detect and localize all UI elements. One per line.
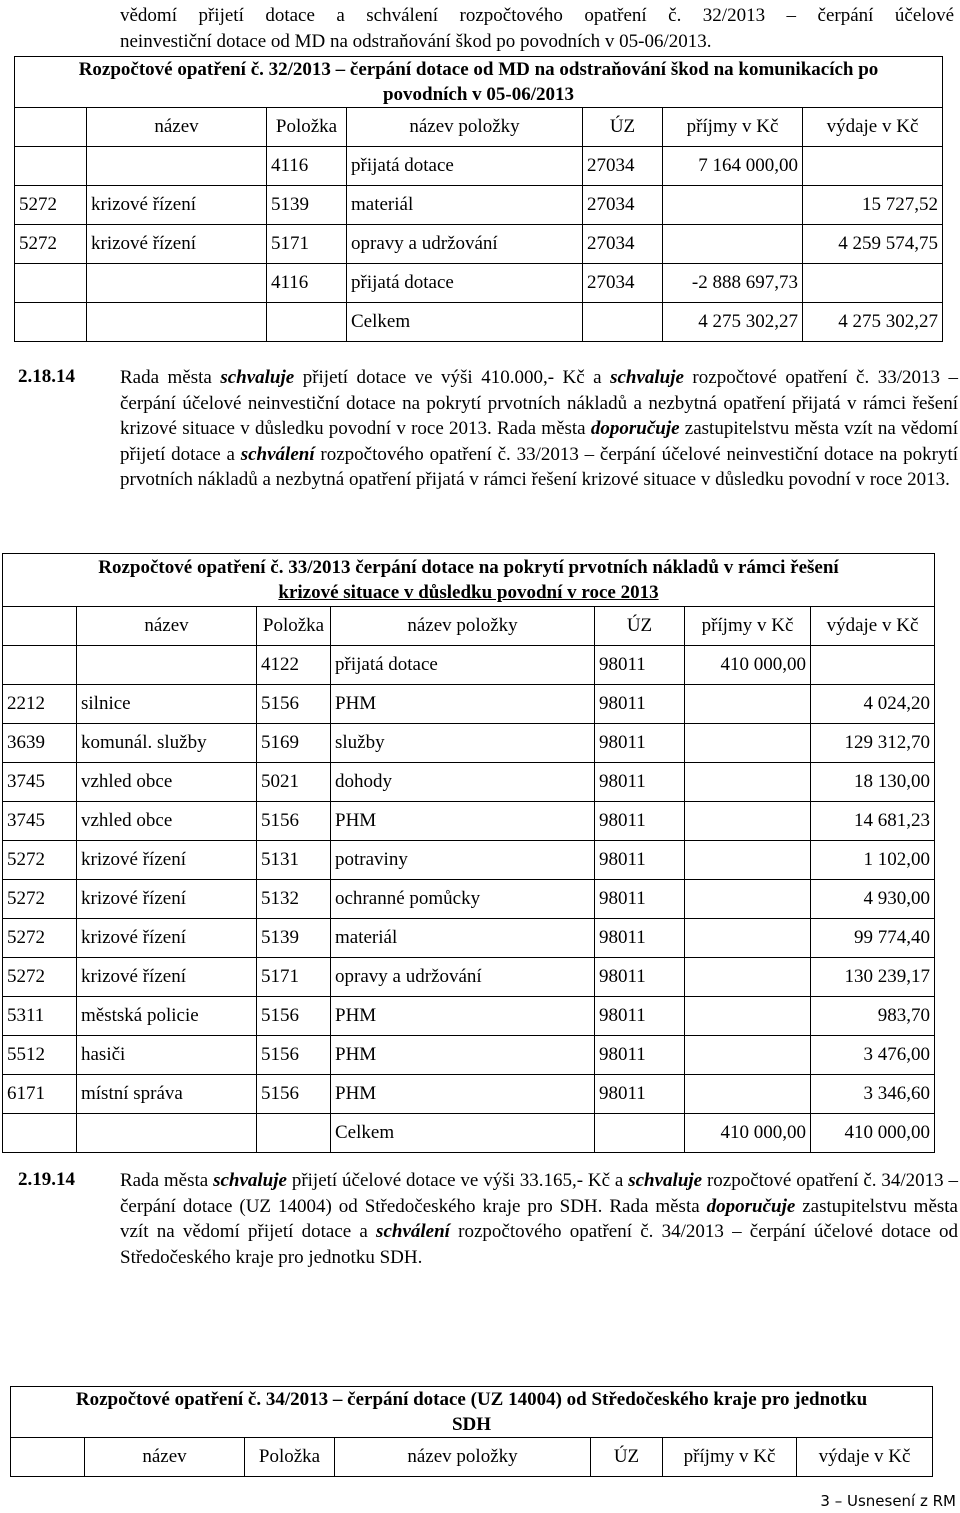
- cell-prijmy: [685, 841, 811, 880]
- cell-nazev: [77, 646, 257, 685]
- cell-par: 5272: [15, 225, 87, 264]
- cell-prijmy: [685, 919, 811, 958]
- item-number: 2.18.14: [18, 366, 75, 387]
- text: neinvestiční dotace od MD na odstraňování škod po povodních v 05-06/2013.: [120, 31, 712, 52]
- cell-uz: 98011: [595, 958, 685, 997]
- cell-uz: 98011: [595, 919, 685, 958]
- table-total-row: [3, 1114, 935, 1153]
- header-paragraf: [15, 108, 87, 147]
- cell-nazev: krizové řízení: [77, 919, 257, 958]
- cell: [15, 303, 87, 342]
- cell-uz: 27034: [583, 225, 663, 264]
- cell-par: 2212: [3, 685, 77, 724]
- table-row: [3, 646, 935, 685]
- header-paragraf: [11, 1438, 85, 1477]
- cell-uz: 98011: [595, 997, 685, 1036]
- paragraph-line: [120, 4, 954, 28]
- cell-npol: PHM: [331, 1075, 595, 1114]
- table-header: [11, 1438, 933, 1477]
- header-paragraf: [3, 607, 77, 646]
- cell-uz: 98011: [595, 841, 685, 880]
- cell-pol: 4116: [267, 147, 347, 186]
- cell-nazev: vzhled obce: [77, 802, 257, 841]
- cell-vydaje: 129 312,70: [811, 724, 935, 763]
- cell-par: 5272: [3, 958, 77, 997]
- cell-par: 5272: [3, 880, 77, 919]
- cell: [87, 303, 267, 342]
- table-header: [3, 607, 935, 646]
- cell: [257, 1114, 331, 1153]
- cell-prijmy: [685, 724, 811, 763]
- cell-uz: 98011: [595, 724, 685, 763]
- cell-pol: 4122: [257, 646, 331, 685]
- cell-npol: ochranné pomůcky: [331, 880, 595, 919]
- cell-nazev: hasiči: [77, 1036, 257, 1075]
- cell-vydaje: [803, 147, 943, 186]
- header-nazev: název: [85, 1438, 245, 1477]
- text: rozpočtového opatření č. 33/2013 – čerpání účelové neinvestiční dotace na pokrytí prvotních nákladů a nezbytná opatření přijatá v rámci řešení krizové situace v důsledku povodní v roce 2013.: [120, 443, 959, 490]
- cell-par: [3, 646, 77, 685]
- header-prijmy: příjmy v Kč: [685, 607, 811, 646]
- cell-par: 3745: [3, 802, 77, 841]
- total-label: Celkem: [331, 1114, 595, 1153]
- cell-pol: 5131: [257, 841, 331, 880]
- cell-par: 3745: [3, 763, 77, 802]
- table-caption: [15, 57, 943, 108]
- cell-pol: 5139: [257, 919, 331, 958]
- cell-npol: služby: [331, 724, 595, 763]
- header-nazev: název: [87, 108, 267, 147]
- text: rozpočtového opatření č. 34/2013 – čerpání účelové dotace od Středočeského kraje pro jednotku SDH.: [120, 1221, 958, 1268]
- cell-npol: materiál: [347, 186, 583, 225]
- table-row: [3, 763, 935, 802]
- header-uz: ÚZ: [595, 607, 685, 646]
- cell-pol: 5156: [257, 802, 331, 841]
- cell-vydaje: 15 727,52: [803, 186, 943, 225]
- cell-vydaje: 4 259 574,75: [803, 225, 943, 264]
- text: zastupitelstvu města vzít na vědomí přijetí dotace a: [120, 1195, 958, 1242]
- cell-nazev: silnice: [77, 685, 257, 724]
- cell-npol: PHM: [331, 997, 595, 1036]
- cell-npol: PHM: [331, 1036, 595, 1075]
- cell-npol: potraviny: [331, 841, 595, 880]
- header-uz: ÚZ: [583, 108, 663, 147]
- cell-vydaje: [811, 646, 935, 685]
- cell-npol: opravy a udržování: [347, 225, 583, 264]
- emphasis: doporučuje: [590, 418, 680, 439]
- cell-pol: 5132: [257, 880, 331, 919]
- text: rozpočtové opatření č. 33/2013 – čerpání účelové neinvestiční dotace na pokrytí prvotních nákladů a nezbytná opatření přijatá v rámci řešení krizové situace v důsledku povodní v roce 2013. Rada města: [120, 367, 958, 439]
- table-row: [15, 264, 943, 303]
- cell-par: 3639: [3, 724, 77, 763]
- cell-prijmy: [663, 225, 803, 264]
- cell-npol: opravy a udržování: [331, 958, 595, 997]
- cell-prijmy: [685, 880, 811, 919]
- cell-pol: 5021: [257, 763, 331, 802]
- text: přijetí dotace ve výši 410.000,- Kč a: [294, 367, 611, 388]
- total-prijmy: 4 275 302,27: [663, 303, 803, 342]
- cell-npol: materiál: [331, 919, 595, 958]
- cell-prijmy: [685, 685, 811, 724]
- emphasis: schvaluje: [213, 1170, 287, 1191]
- emphasis: doporučuje: [706, 1195, 796, 1217]
- cell-prijmy: [685, 802, 811, 841]
- table-row: [3, 997, 935, 1036]
- header-uz: ÚZ: [591, 1438, 663, 1477]
- table-row: [3, 958, 935, 997]
- table-row: [3, 724, 935, 763]
- cell: [77, 1114, 257, 1153]
- budget-table-33: [2, 553, 935, 1153]
- cell-nazev: místní správa: [77, 1075, 257, 1114]
- header-polozka: Položka: [267, 108, 347, 147]
- cell-uz: 27034: [583, 186, 663, 225]
- caption-line: Rozpočtové opatření č. 34/2013 – čerpání dotace (UZ 14004) od Středočeského kraje pro jednotku: [75, 1389, 868, 1410]
- header-vydaje: výdaje v Kč: [797, 1438, 933, 1477]
- cell-uz: 27034: [583, 264, 663, 303]
- emphasis: schválení: [240, 443, 315, 465]
- cell-pol: 5169: [257, 724, 331, 763]
- caption-line: Rozpočtové opatření č. 32/2013 – čerpání dotace od MD na odstraňování škod na komunikacích po: [78, 59, 879, 80]
- cell-pol: 5156: [257, 1075, 331, 1114]
- header-vydaje: výdaje v Kč: [811, 607, 935, 646]
- cell-par: 5272: [3, 841, 77, 880]
- header-prijmy: příjmy v Kč: [663, 1438, 797, 1477]
- cell-pol: 5156: [257, 1036, 331, 1075]
- table-caption: [11, 1387, 933, 1438]
- cell-nazev: krizové řízení: [87, 186, 267, 225]
- cell-uz: 98011: [595, 1036, 685, 1075]
- cell-nazev: krizové řízení: [77, 880, 257, 919]
- cell-npol: přijatá dotace: [347, 147, 583, 186]
- total-label: Celkem: [347, 303, 583, 342]
- table-caption-row: [11, 1387, 933, 1438]
- caption-line: SDH: [451, 1414, 492, 1435]
- cell-prijmy: 410 000,00: [685, 646, 811, 685]
- page-footer: 3 – Usnesení z RM: [820, 1492, 956, 1510]
- text: Rada města: [120, 1170, 214, 1191]
- table-row: [15, 147, 943, 186]
- table-row: [15, 186, 943, 225]
- cell-vydaje: 18 130,00: [811, 763, 935, 802]
- cell-uz: 27034: [583, 147, 663, 186]
- cell-vydaje: 14 681,23: [811, 802, 935, 841]
- header-polozka: Položka: [245, 1438, 335, 1477]
- cell-vydaje: [803, 264, 943, 303]
- cell-par: 5272: [15, 186, 87, 225]
- emphasis: schvaluje: [220, 367, 295, 388]
- cell-par: 5512: [3, 1036, 77, 1075]
- cell-uz: 98011: [595, 685, 685, 724]
- cell-prijmy: [663, 186, 803, 225]
- emphasis: schvaluje: [610, 367, 684, 388]
- table-row: [3, 880, 935, 919]
- cell-nazev: [87, 264, 267, 303]
- cell-pol: 5156: [257, 685, 331, 724]
- budget-table-32: [14, 56, 943, 342]
- cell-uz: 98011: [595, 880, 685, 919]
- table-caption-row: [15, 57, 943, 108]
- cell-vydaje: 4 024,20: [811, 685, 935, 724]
- cell-par: [15, 264, 87, 303]
- cell-nazev: krizové řízení: [77, 958, 257, 997]
- total-vydaje: 4 275 302,27: [803, 303, 943, 342]
- cell-prijmy: [685, 958, 811, 997]
- item-number: 2.19.14: [18, 1169, 75, 1190]
- cell: [267, 303, 347, 342]
- cell-pol: 5156: [257, 997, 331, 1036]
- total-vydaje: 410 000,00: [811, 1114, 935, 1153]
- header-vydaje: výdaje v Kč: [803, 108, 943, 147]
- table-row: [3, 1036, 935, 1075]
- emphasis: schválení: [376, 1221, 450, 1242]
- caption-line: povodních v 05-06/2013: [382, 84, 575, 105]
- cell-prijmy: 7 164 000,00: [663, 147, 803, 186]
- cell-par: 6171: [3, 1075, 77, 1114]
- cell-prijmy: [685, 763, 811, 802]
- header-nazev-polozky: název položky: [347, 108, 583, 147]
- cell-nazev: krizové řízení: [87, 225, 267, 264]
- header-nazev-polozky: název položky: [331, 607, 595, 646]
- caption-line: Rozpočtové opatření č. 33/2013 čerpání dotace na pokrytí prvotních nákladů v rámci řešení: [98, 557, 839, 578]
- cell-vydaje: 983,70: [811, 997, 935, 1036]
- cell-npol: PHM: [331, 802, 595, 841]
- table-caption-row: [3, 554, 935, 607]
- text: zastupitelstvu města vzít na vědomí přijetí dotace a: [120, 418, 958, 465]
- table-row: [3, 919, 935, 958]
- table-header: [15, 108, 943, 147]
- cell-prijmy: -2 888 697,73: [663, 264, 803, 303]
- table-row: [3, 1075, 935, 1114]
- paragraph-line: [120, 30, 954, 54]
- cell-nazev: krizové řízení: [77, 841, 257, 880]
- text: Rada města: [120, 367, 221, 388]
- cell-pol: 5171: [267, 225, 347, 264]
- table-total-row: [15, 303, 943, 342]
- total-prijmy: 410 000,00: [685, 1114, 811, 1153]
- cell-nazev: městská policie: [77, 997, 257, 1036]
- cell-nazev: komunál. služby: [77, 724, 257, 763]
- cell-pol: 5139: [267, 186, 347, 225]
- cell-par: 5272: [3, 919, 77, 958]
- cell-uz: 98011: [595, 1075, 685, 1114]
- cell-vydaje: 3 346,60: [811, 1075, 935, 1114]
- item-text: [120, 365, 958, 493]
- cell-npol: PHM: [331, 685, 595, 724]
- cell-uz: 98011: [595, 646, 685, 685]
- header-polozka: Položka: [257, 607, 331, 646]
- table-row: [3, 802, 935, 841]
- table-row: [3, 841, 935, 880]
- cell-uz: 98011: [595, 763, 685, 802]
- cell-prijmy: [685, 1075, 811, 1114]
- cell-nazev: [87, 147, 267, 186]
- header-nazev: název: [77, 607, 257, 646]
- cell-par: [15, 147, 87, 186]
- header-nazev-polozky: název položky: [335, 1438, 591, 1477]
- cell-vydaje: 4 930,00: [811, 880, 935, 919]
- table-row: [15, 225, 943, 264]
- table-row: [3, 685, 935, 724]
- cell-npol: přijatá dotace: [331, 646, 595, 685]
- text: vědomí přijetí dotace a schválení rozpočtového opatření č. 32/2013 – čerpání účelové: [120, 5, 954, 26]
- cell-par: 5311: [3, 997, 77, 1036]
- cell-vydaje: 3 476,00: [811, 1036, 935, 1075]
- cell-pol: 5171: [257, 958, 331, 997]
- cell-pol: 4116: [267, 264, 347, 303]
- budget-table-34: [10, 1386, 933, 1477]
- cell-nazev: vzhled obce: [77, 763, 257, 802]
- emphasis: schvaluje: [628, 1170, 703, 1191]
- cell: [583, 303, 663, 342]
- cell: [595, 1114, 685, 1153]
- cell: [3, 1114, 77, 1153]
- header-prijmy: příjmy v Kč: [663, 108, 803, 147]
- cell-vydaje: 1 102,00: [811, 841, 935, 880]
- cell-prijmy: [685, 997, 811, 1036]
- cell-vydaje: 99 774,40: [811, 919, 935, 958]
- cell-vydaje: 130 239,17: [811, 958, 935, 997]
- cell-npol: dohody: [331, 763, 595, 802]
- cell-npol: přijatá dotace: [347, 264, 583, 303]
- caption-line: krizové situace v důsledku povodní v roce 2013: [278, 582, 659, 603]
- cell-prijmy: [685, 1036, 811, 1075]
- table-caption: [3, 554, 935, 607]
- text: rozpočtové opatření č. 34/2013 – čerpání dotace (UZ 14004) od Středočeského kraje pro SDH. Rada města: [120, 1170, 958, 1217]
- item-text: [120, 1168, 958, 1270]
- text: přijetí účelové dotace ve výši 33.165,- Kč a: [286, 1170, 629, 1191]
- cell-uz: 98011: [595, 802, 685, 841]
